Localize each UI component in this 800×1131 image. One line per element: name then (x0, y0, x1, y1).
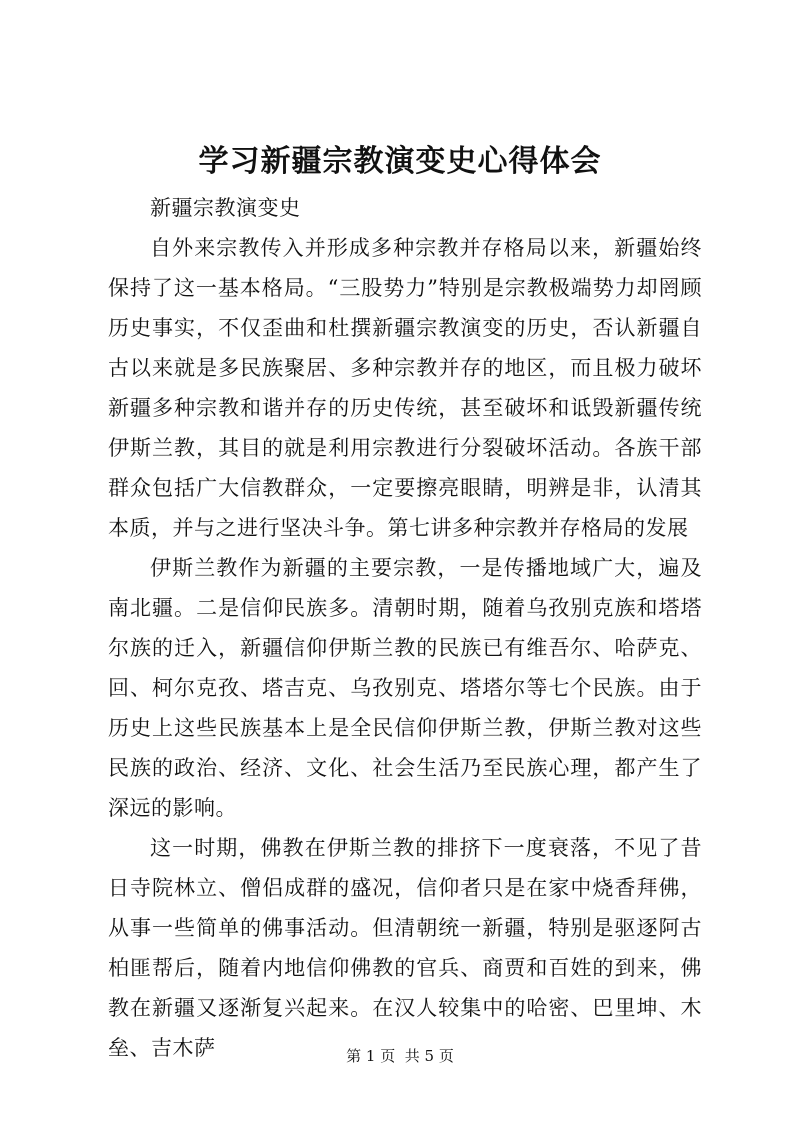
paragraph: 这一时期，佛教在伊斯兰教的排挤下一度衰落，不见了昔日寺院林立、僧侣成群的盛况，信仰者只是在家中烧香拜佛，从事一些简单的佛事活动。但清朝统一新疆，特别是驱逐阿古柏匪帮后，随着内地信仰佛教的官兵、商贾和百姓的到来，佛教在新疆又逐渐复兴起来。在汉人较集中的哈密、巴里坤、木垒、吉木萨 (108, 836, 702, 1060)
page-footer (0, 1046, 800, 1066)
document-body (108, 188, 702, 1068)
paragraph: 自外来宗教传入并形成多种宗教并存格局以来，新疆始终保持了这一基本格局。“三股势力”特别是宗教极端势力却罔顾历史事实，不仅歪曲和杜撰新疆宗教演变的历史，否认新疆自古以来就是多民族聚居、多种宗教并存的地区，而且极力破坏新疆多种宗教和谐并存的历史传统，甚至破坏和诋毁新疆传统伊斯兰教，其目的就是利用宗教进行分裂破坏活动。各族干部群众包括广大信教群众，一定要擦亮眼睛，明辨是非，认清其本质，并与之进行坚决斗争。第七讲多种宗教并存格局的发展 (108, 236, 702, 540)
paragraph-subtitle: 新疆宗教演变史 (150, 196, 301, 220)
page-number-label: 第 1 页 共 5 页 (346, 1047, 454, 1065)
paragraph: 伊斯兰教作为新疆的主要宗教，一是传播地域广大，遍及南北疆。二是信仰民族多。清朝时期，随着乌孜别克族和塔塔尔族的迁入，新疆信仰伊斯兰教的民族已有维吾尔、哈萨克、回、柯尔克孜、塔吉克、乌孜别克、塔塔尔等七个民族。由于历史上这些民族基本上是全民信仰伊斯兰教，伊斯兰教对这些民族的政治、经济、文化、社会生活乃至民族心理，都产生了深远的影响。 (108, 556, 702, 820)
document-title: 学习新疆宗教演变史心得体会 (198, 144, 602, 179)
